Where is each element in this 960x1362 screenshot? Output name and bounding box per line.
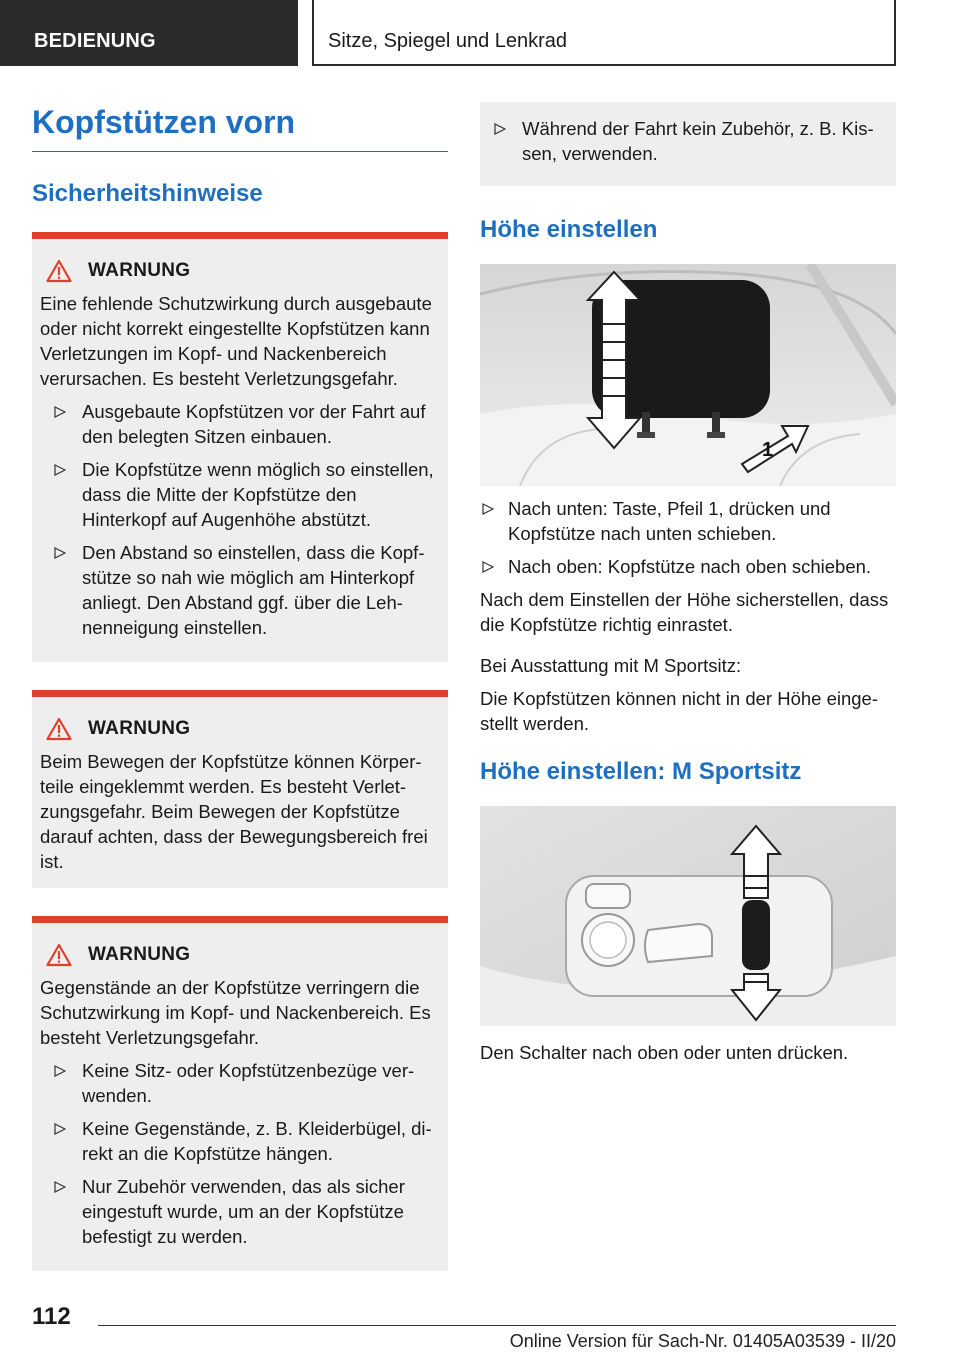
- callout-number: 1: [762, 439, 774, 461]
- warning-label: WARNUNG: [88, 944, 191, 965]
- section-heading-height: Höhe einstellen: [480, 216, 658, 243]
- warning-label: WARNUNG: [88, 718, 191, 739]
- headrest-illustration: [480, 264, 896, 486]
- list-item: Keine Gegenstände, z. B. Kleiderbügel, direkt an die Kopfstütze hängen.: [40, 1116, 438, 1166]
- warning-triangle-icon: [46, 943, 72, 967]
- bullet-triangle-icon: [54, 1065, 66, 1077]
- instruction-list: [480, 496, 896, 579]
- left-column: [32, 102, 448, 1271]
- list-item: Ausgebaute Kopfstützen vor der Fahrt auf den belegten Sitzen einbauen.: [40, 399, 438, 449]
- bullet-triangle-icon: [494, 123, 506, 135]
- section-heading-safety: Sicherheitshinweise: [32, 180, 263, 207]
- body-text: Bei Ausstattung mit M Sportsitz:: [480, 655, 742, 676]
- footer-divider: [98, 1325, 896, 1326]
- warning-list: [40, 399, 438, 640]
- bullet-triangle-icon: [54, 406, 66, 418]
- online-version-note: Online Version für Sach-Nr. 01405A03539 - II/20: [509, 1331, 896, 1351]
- bullet-triangle-icon: [54, 464, 66, 476]
- chapter-title: Sitze, Spiegel und Lenkrad: [312, 0, 896, 66]
- list-item: Nach oben: Kopfstütze nach oben schieben.: [480, 554, 896, 579]
- warning-triangle-icon: [46, 717, 72, 741]
- page-header: [0, 0, 960, 66]
- page-footer: [0, 1295, 960, 1362]
- body-text: Nach dem Einstellen der Höhe sicherstellen, dass die Kopfstütze richtig einrastet.: [480, 589, 889, 635]
- warning-text: Beim Bewegen der Kopfstütze können Körperteile eingeklemmt werden. Es besteht Verletzungsgefahr. Beim Bewegen der Kopfstütze darauf achten, dass der Bewegungsbereich frei ist.: [40, 751, 428, 872]
- warning-continuation-box: [480, 102, 896, 186]
- body-text: Den Schalter nach oben oder unten drücken.: [480, 1042, 849, 1063]
- body-text: Die Kopfstützen können nicht in der Höhe eingestellt werden.: [480, 688, 879, 734]
- warning-list: [480, 116, 886, 166]
- bullet-triangle-icon: [54, 1123, 66, 1135]
- section-tab: BEDIENUNG: [0, 0, 298, 66]
- list-item: Während der Fahrt kein Zubehör, z. B. Kissen, verwenden.: [480, 116, 886, 166]
- list-item: Den Abstand so einstellen, dass die Kopfstütze so nah wie möglich am Hinterkopf anliegt. Den Abstand ggf. über die Lehnenneigung einstellen.: [40, 540, 438, 640]
- seat-switch-illustration: [480, 806, 896, 1026]
- list-item: Nach unten: Taste, Pfeil 1, drücken und Kopfstütze nach unten schieben.: [480, 496, 896, 546]
- bullet-triangle-icon: [482, 561, 494, 573]
- list-item: Nur Zubehör verwenden, das als sicher eingestuft wurde, um an der Kopfstütze befestigt zu werden.: [40, 1174, 438, 1249]
- warning-box-2: [32, 690, 448, 888]
- warning-text: Gegenstände an der Kopfstütze verringern die Schutzwirkung im Kopf- und Nackenbereich. Es besteht Verletzungsgefahr.: [40, 977, 431, 1048]
- bullet-triangle-icon: [482, 503, 494, 515]
- warning-list: [40, 1058, 438, 1249]
- list-item: Keine Sitz- oder Kopfstützenbezüge verwenden.: [40, 1058, 438, 1108]
- warning-box-1: [32, 232, 448, 662]
- bullet-triangle-icon: [54, 547, 66, 559]
- bullet-triangle-icon: [54, 1181, 66, 1193]
- warning-text: Eine fehlende Schutzwirkung durch ausgebaute oder nicht korrekt eingestellte Kopfstützen kann Verletzungen im Kopf- und Nackenbereich verursachen. Es besteht Verletzungsgefahr.: [40, 293, 432, 389]
- list-item: Die Kopfstütze wenn möglich so einstellen, dass die Mitte der Kopfstütze den Hinterkopf auf Augenhöhe abstützt.: [40, 457, 438, 532]
- section-heading-sport-seat: Höhe einstellen: M Sportsitz: [480, 758, 802, 785]
- warning-triangle-icon: [46, 259, 72, 283]
- warning-box-3: [32, 916, 448, 1271]
- warning-label: WARNUNG: [88, 260, 191, 281]
- page-title: Kopfstützen vorn: [32, 102, 448, 152]
- headrest-drawing: [480, 264, 896, 486]
- page-number: 112: [32, 1303, 71, 1330]
- seat-switch-drawing: [480, 806, 896, 1026]
- right-column: [480, 102, 896, 1073]
